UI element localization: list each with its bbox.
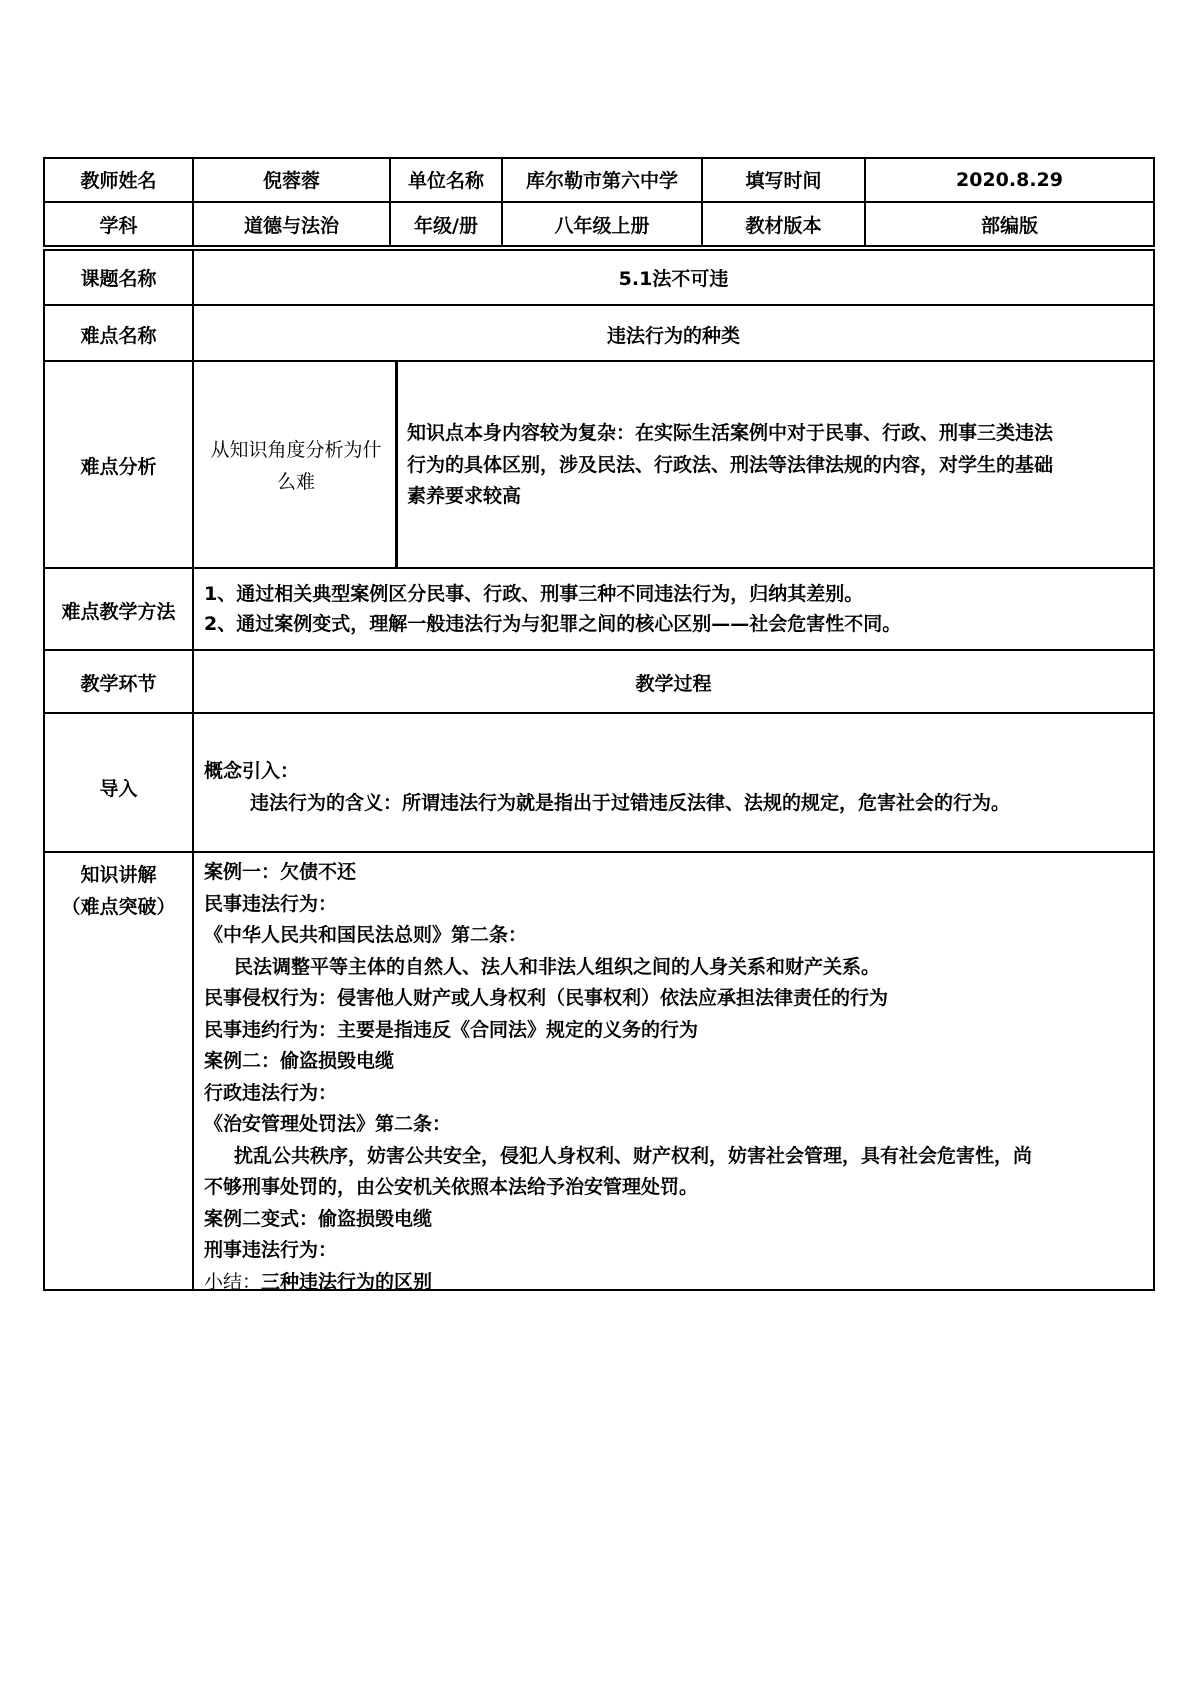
grade-label: 年级/册 bbox=[414, 214, 478, 237]
topic-label: 课题名称 bbox=[80, 268, 157, 290]
knowledge-line: 案例二变式：偷盗损毁电缆 bbox=[204, 1207, 433, 1230]
topic-row bbox=[43, 249, 1155, 306]
subject-value: 道德与法治 bbox=[243, 214, 339, 237]
intro-label: 导入 bbox=[99, 778, 138, 800]
summary-text: 三种违法行为的区别 bbox=[261, 1270, 433, 1293]
intro-row bbox=[43, 714, 1155, 853]
teacher-name-value: 倪蓉蓉 bbox=[262, 170, 320, 192]
fill-time-value: 2020.8.29 bbox=[956, 168, 1063, 191]
knowledge-line: 民事违约行为：主要是指违反《合同法》规定的义务的行为 bbox=[204, 1018, 699, 1041]
knowledge-line: 民事违法行为： bbox=[204, 892, 338, 915]
knowledge-label-line: 知识讲解 bbox=[80, 864, 157, 886]
grade-value: 八年级上册 bbox=[554, 214, 650, 237]
knowledge-line: 案例二：偷盗损毁电缆 bbox=[204, 1050, 395, 1072]
difficulty-label: 难点名称 bbox=[80, 324, 157, 347]
knowledge-line: 《治安管理处罚法》第二条： bbox=[204, 1113, 452, 1135]
fill-time-label: 填写时间 bbox=[745, 170, 822, 192]
difficulty-row bbox=[43, 306, 1155, 362]
edition-value: 部编版 bbox=[980, 214, 1038, 237]
analysis-label: 难点分析 bbox=[80, 456, 157, 478]
knowledge-line: 民事侵权行为：侵害他人财产或人身权利（民事权利）依法应承担法律责任的行为 bbox=[204, 987, 889, 1009]
method-text bbox=[204, 579, 901, 639]
knowledge-text bbox=[204, 857, 1032, 1298]
analysis-line: 知识点本身内容较为复杂：在实际生活案例中对于民事、行政、刑事三类违法 bbox=[407, 422, 1054, 444]
summary-prefix: 小结： bbox=[204, 1270, 262, 1293]
knowledge-row bbox=[43, 853, 1155, 1291]
process-value: 教学过程 bbox=[635, 673, 712, 695]
topic-value: 5.1法不可违 bbox=[618, 268, 729, 290]
analysis-sublabel: 从知识角度分析为什么难 bbox=[210, 438, 382, 493]
knowledge-line: 不够刑事处罚的，由公安机关依照本法给予治安管理处罚。 bbox=[204, 1176, 699, 1198]
knowledge-line: 行政违法行为： bbox=[204, 1081, 338, 1104]
analysis-row bbox=[43, 362, 1155, 569]
unit-name-value: 库尔勒市第六中学 bbox=[525, 170, 678, 192]
difficulty-value: 违法行为的种类 bbox=[606, 324, 740, 347]
knowledge-label-line: （难点突破） bbox=[61, 896, 176, 918]
knowledge-line: 案例一：欠债不还 bbox=[204, 861, 357, 883]
intro-line: 概念引入： bbox=[204, 760, 300, 782]
knowledge-line: 《中华人民共和国民法总则》第二条： bbox=[204, 924, 528, 946]
intro-definition: 违法行为的含义：所谓违法行为就是指出于过错违反法律、法规的规定，危害社会的行为。 bbox=[250, 791, 1011, 814]
analysis-line: 行为的具体区别，涉及民法、行政法、刑法等法律法规的内容，对学生的基础 bbox=[407, 453, 1054, 476]
knowledge-line: 刑事违法行为： bbox=[204, 1239, 338, 1261]
info-row-1 bbox=[43, 157, 1155, 202]
method-line: 1、通过相关典型案例区分民事、行政、刑事三种不同违法行为，归纳其差别。 bbox=[204, 583, 864, 605]
process-header-row bbox=[43, 651, 1155, 714]
method-row bbox=[43, 569, 1155, 651]
process-stage-label: 教学环节 bbox=[80, 673, 157, 695]
info-row-2 bbox=[43, 201, 1155, 247]
method-label: 难点教学方法 bbox=[61, 600, 176, 623]
teacher-name-label: 教师姓名 bbox=[80, 170, 157, 192]
edition-label: 教材版本 bbox=[745, 214, 822, 237]
subject-label: 学科 bbox=[99, 214, 138, 237]
analysis-line: 素养要求较高 bbox=[407, 485, 522, 507]
unit-name-label: 单位名称 bbox=[407, 170, 484, 192]
knowledge-line: 民法调整平等主体的自然人、法人和非法人组织之间的人身关系和财产关系。 bbox=[234, 955, 881, 978]
method-line: 2、通过案例变式，理解一般违法行为与犯罪之间的核心区别——社会危害性不同。 bbox=[204, 613, 902, 635]
intro-text bbox=[204, 756, 1010, 819]
knowledge-summary-line bbox=[204, 1267, 1032, 1299]
knowledge-line: 扰乱公共秩序，妨害公共安全，侵犯人身权利、财产权利，妨害社会管理，具有社会危害性，尚 bbox=[234, 1144, 1033, 1167]
analysis-text bbox=[407, 418, 1053, 513]
knowledge-label bbox=[45, 859, 192, 923]
